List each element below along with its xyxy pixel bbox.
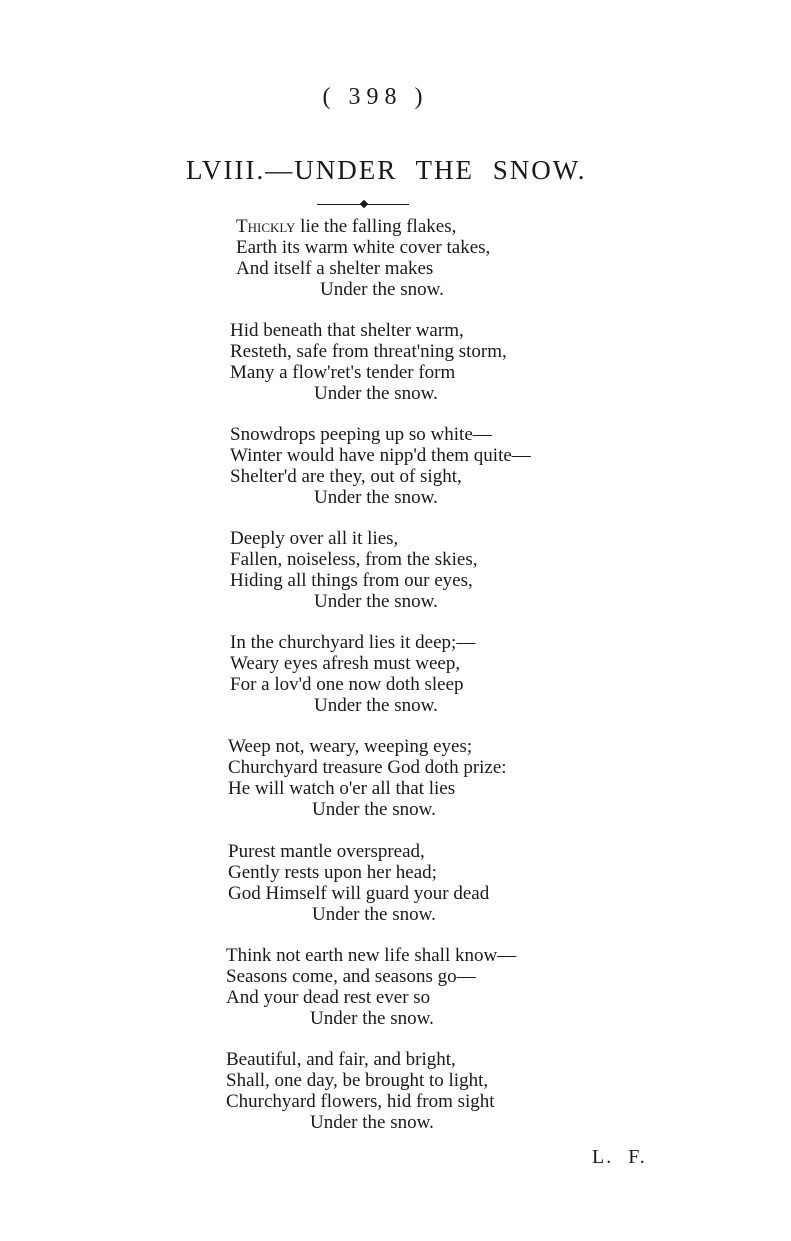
poem-line: Many a flow'ret's tender form xyxy=(230,362,456,383)
poem-refrain: Under the snow. xyxy=(314,591,438,612)
stanza-6 xyxy=(228,736,507,820)
poem-refrain: Under the snow. xyxy=(310,1112,434,1133)
poem-line xyxy=(236,216,490,237)
poem-line: And your dead rest ever so xyxy=(226,987,431,1008)
stanza-1 xyxy=(236,216,490,300)
poem-refrain: Under the snow. xyxy=(310,1008,434,1029)
stanza-9 xyxy=(226,1049,495,1133)
poem-line: Seasons come, and seasons go— xyxy=(226,966,476,987)
poem-line: Churchyard flowers, hid from sight xyxy=(226,1091,495,1112)
poem-line: For a lov'd one now doth sleep xyxy=(230,674,464,695)
poem-line: Purest mantle overspread, xyxy=(228,841,425,862)
stanza-3 xyxy=(230,424,531,508)
poem-line: Beautiful, and fair, and bright, xyxy=(226,1049,456,1070)
poem-title: LVIII.—UNDER THE SNOW. xyxy=(186,155,587,185)
poem-line-text: lie the falling flakes, xyxy=(295,216,457,237)
poem-line: Gently rests upon her head; xyxy=(228,862,437,883)
poem-first-word: Thickly xyxy=(236,216,296,237)
poem-line: Weary eyes afresh must weep, xyxy=(230,653,461,674)
poem-line: Winter would have nipp'd them quite— xyxy=(230,445,531,466)
poem-line: Shall, one day, be brought to light, xyxy=(226,1070,489,1091)
poem-refrain: Under the snow. xyxy=(320,279,444,300)
poem-line: And itself a shelter makes xyxy=(236,258,434,279)
poem-line: Resteth, safe from threat'ning storm, xyxy=(230,341,507,362)
author-signature: L. F. xyxy=(592,1146,647,1168)
poem-line: Hiding all things from our eyes, xyxy=(230,570,473,591)
poem-line: Churchyard treasure God doth prize: xyxy=(228,757,507,778)
stanza-4 xyxy=(230,528,478,612)
poem-line: Fallen, noiseless, from the skies, xyxy=(230,549,478,570)
title-rule-ornament xyxy=(360,200,368,208)
poem-refrain: Under the snow. xyxy=(314,383,438,404)
poem-line: Weep not, weary, weeping eyes; xyxy=(228,736,473,757)
poem-line: Snowdrops peeping up so white— xyxy=(230,424,492,445)
poem-line: Think not earth new life shall know— xyxy=(226,945,517,966)
poem-refrain: Under the snow. xyxy=(314,695,438,716)
poem-refrain: Under the snow. xyxy=(312,799,436,820)
poem-line: Deeply over all it lies, xyxy=(230,528,399,549)
stanza-5 xyxy=(230,632,475,716)
stanza-8 xyxy=(226,945,516,1029)
poem-line: In the churchyard lies it deep;— xyxy=(230,632,476,653)
poem-line: God Himself will guard your dead xyxy=(228,883,490,904)
poem-line: He will watch o'er all that lies xyxy=(228,778,456,799)
stanza-2 xyxy=(230,320,507,404)
stanza-7 xyxy=(228,841,489,925)
poem-line: Shelter'd are they, out of sight, xyxy=(230,466,462,487)
poem-line: Hid beneath that shelter warm, xyxy=(230,320,464,341)
poem-line: Earth its warm white cover takes, xyxy=(236,237,491,258)
poem-refrain: Under the snow. xyxy=(312,904,436,925)
page-number: ( 398 ) xyxy=(322,84,429,110)
poem-refrain: Under the snow. xyxy=(314,487,438,508)
